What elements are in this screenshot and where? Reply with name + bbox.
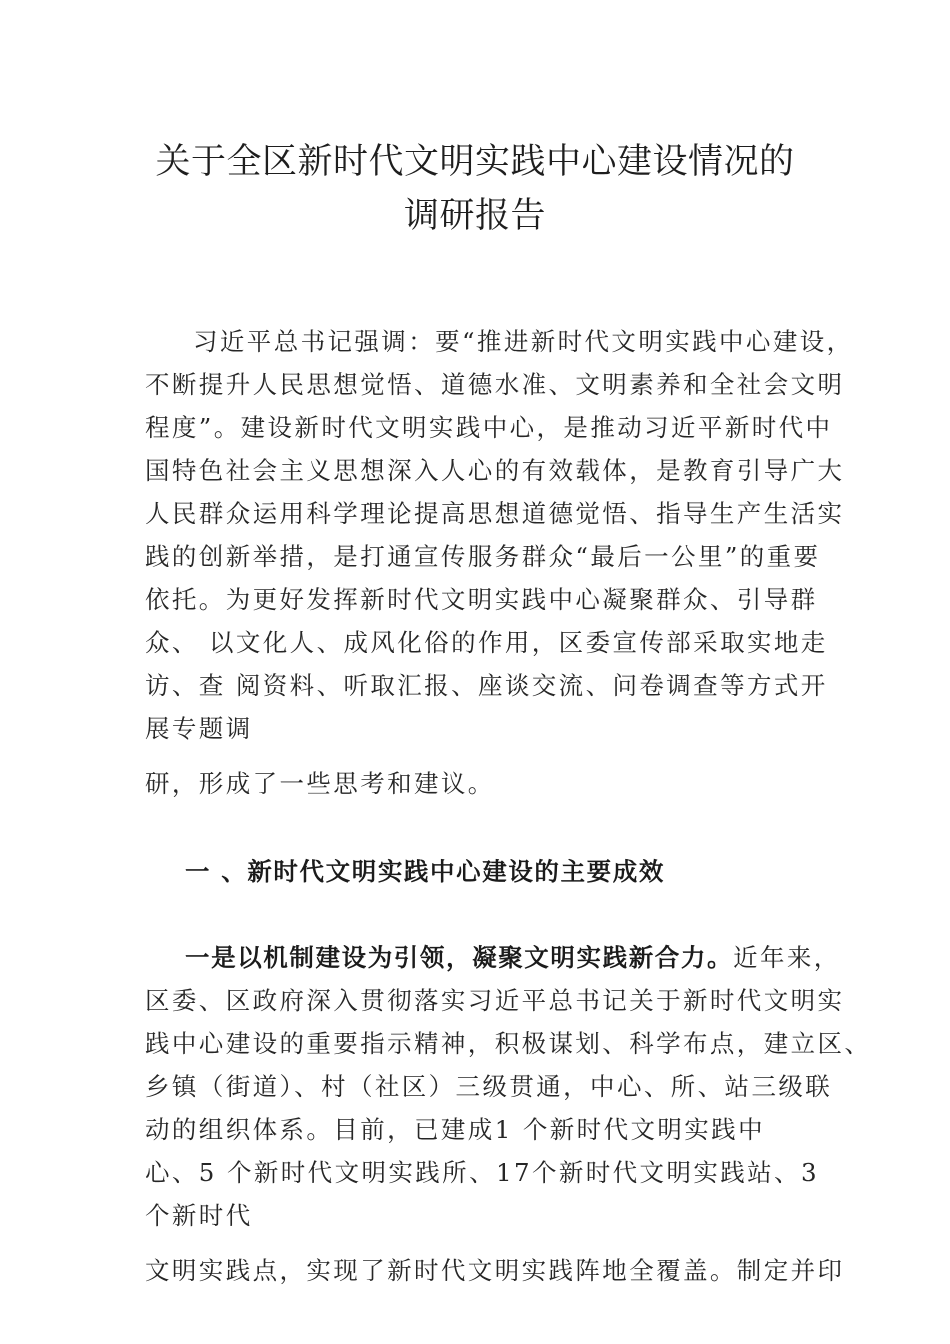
- intro-line-9: 访、查 阅资料、听取汇报、座谈交流、问卷调查等方式开: [145, 671, 828, 700]
- intro-line-5: 人民群众运用科学理论提高思想道德觉悟、指导生产生活实: [145, 499, 845, 528]
- point1-line-4: 乡镇（街道）、村（社区）三级贯通，中心、所、站三级联: [145, 1072, 833, 1101]
- point1-first-line: [185, 941, 865, 975]
- point1-line-3: 践中心建设的重要指示精神，积极谋划、科学布点，建立区、: [145, 1029, 872, 1058]
- intro-line-7: 依托。为更好发挥新时代文明实践中心凝聚群众、引导群: [145, 585, 818, 614]
- document-title-line-1: 关于全区新时代文明实践中心建设情况的: [155, 142, 795, 182]
- point1-line-6: 心、5 个新时代文明实践所、17个新时代文明实践站、3: [145, 1158, 819, 1187]
- intro-line-3: 程度”。建设新时代文明实践中心，是推动习近平新时代中: [145, 413, 833, 442]
- point1-line-8: 文明实践点，实现了新时代文明实践阵地全覆盖。制定并印: [145, 1256, 845, 1285]
- intro-line-1: 习近平总书记强调：要“推进新时代文明实践中心建设，: [193, 327, 854, 356]
- intro-line-6: 践的创新举措，是打通宣传服务群众“最后一公里”的重要: [145, 542, 821, 571]
- section-heading: 一 、新时代文明实践中心建设的主要成效: [185, 857, 665, 886]
- point1-line-7: 个新时代: [145, 1201, 253, 1230]
- intro-line-4: 国特色社会主义思想深入人心的有效载体，是教育引导广大: [145, 456, 845, 485]
- intro-line-11: 研，形成了一些思考和建议。: [145, 769, 495, 798]
- point1-line-2: 区委、区政府深入贯彻落实习近平总书记关于新时代文明实: [145, 986, 845, 1015]
- intro-line-2: 不断提升人民思想觉悟、道德水准、文明素养和全社会文明: [145, 370, 845, 399]
- point1-line-5: 动的组织体系。目前，已建成1 个新时代文明实践中: [145, 1115, 765, 1144]
- point1-line-1: 近年来，: [733, 943, 841, 972]
- intro-line-10: 展专题调: [145, 714, 253, 743]
- document-title-line-2: 调研报告: [403, 196, 546, 236]
- point1-lead: 一是以机制建设为引领，凝聚文明实践新合力。: [185, 943, 734, 972]
- intro-line-8: 众、 以文化人、成风化俗的作用，区委宣传部采取实地走: [145, 628, 828, 657]
